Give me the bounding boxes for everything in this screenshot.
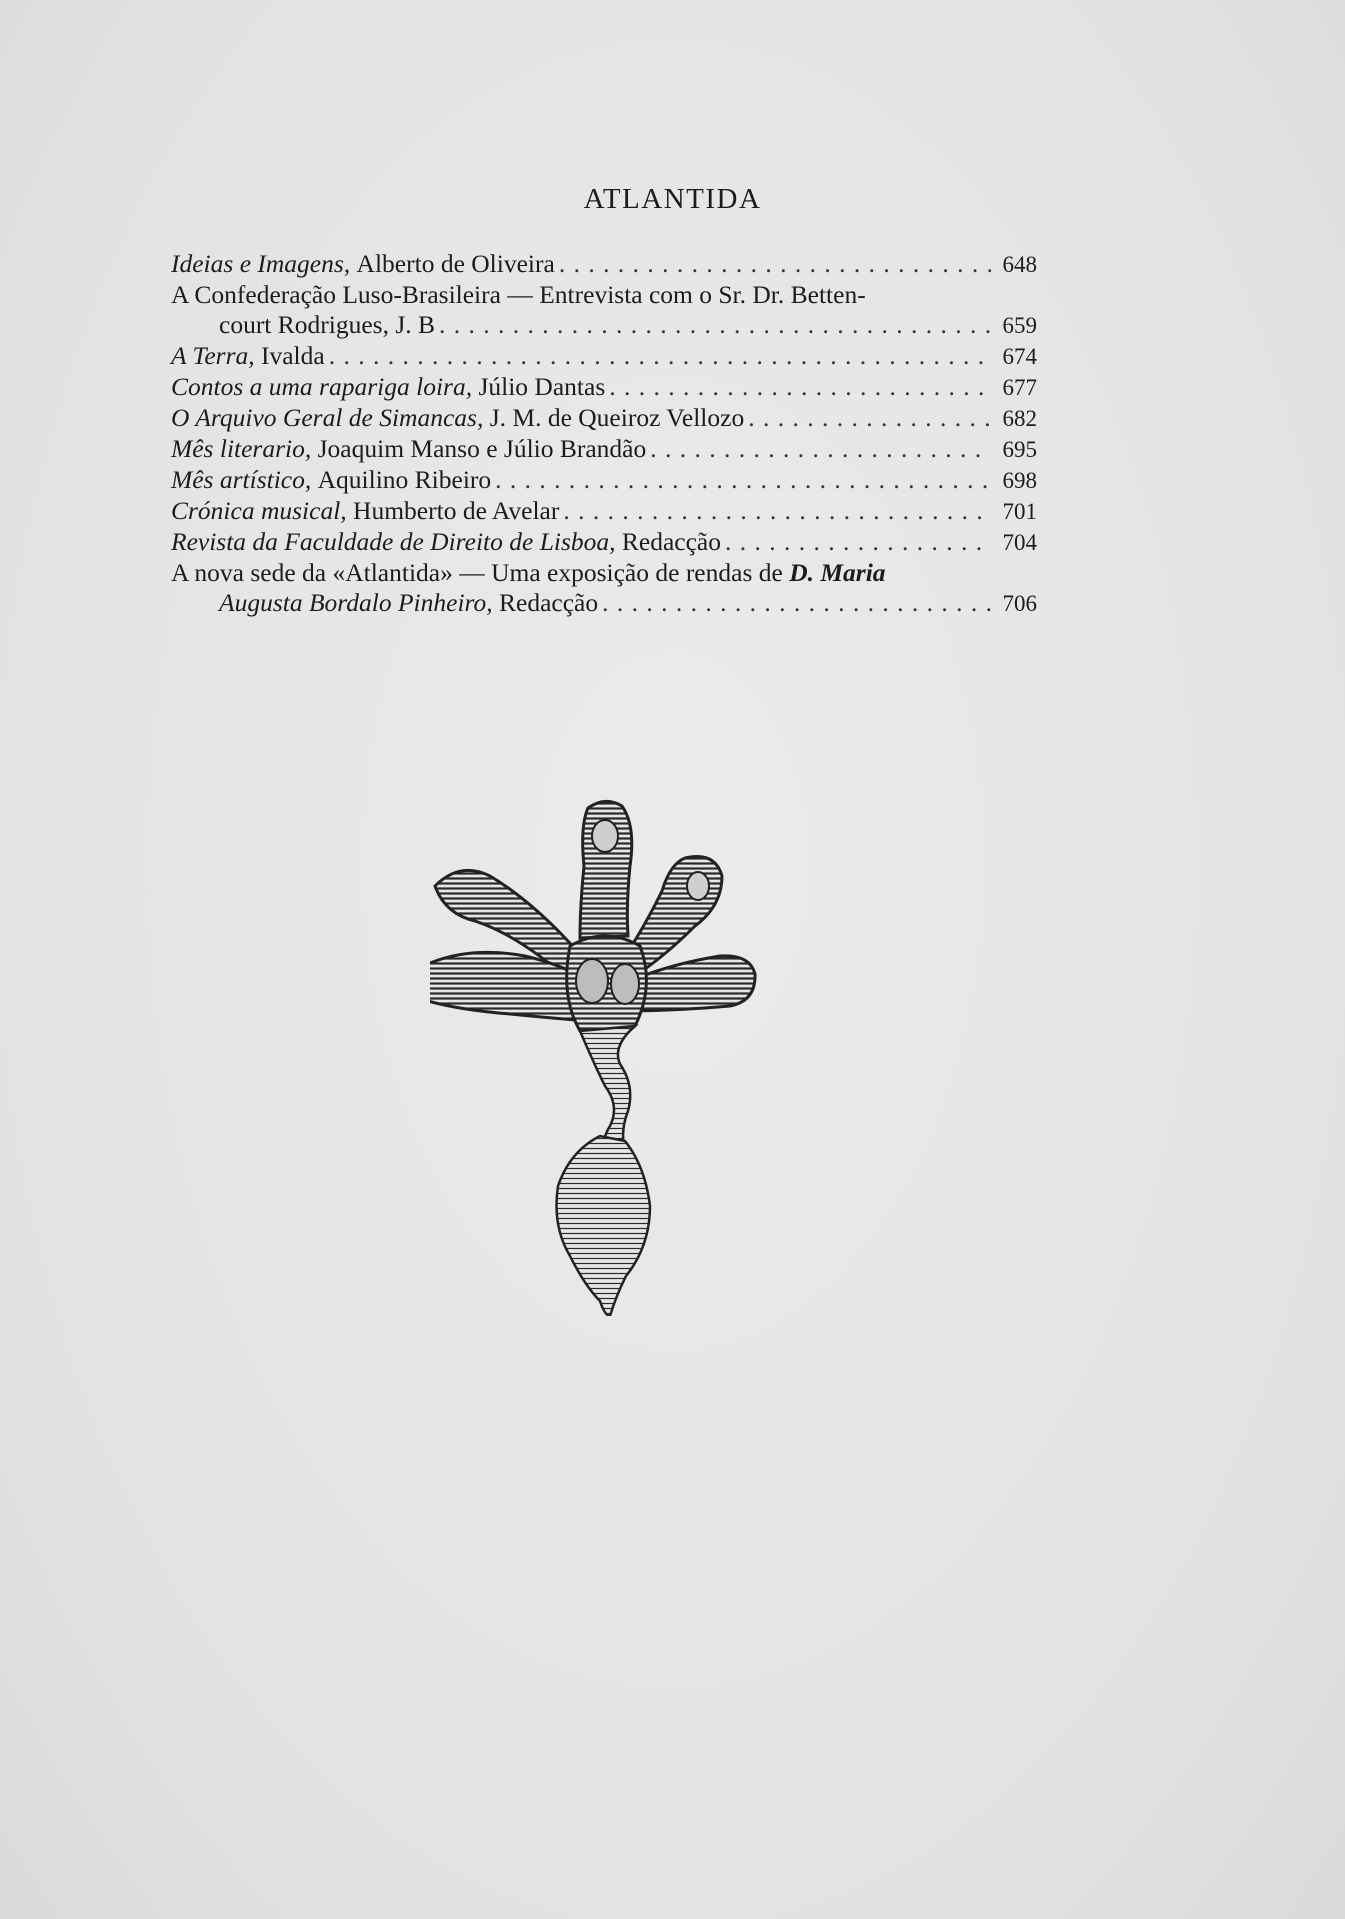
leader-dots: [609, 372, 991, 402]
leader-dots: [602, 588, 991, 618]
toc-entry: [171, 496, 1037, 527]
toc-author: Ivalda: [261, 341, 325, 370]
toc-page-number: 682: [1002, 406, 1037, 431]
toc-entry: [171, 403, 1037, 434]
running-header: ATLANTIDA: [583, 183, 762, 215]
toc-author: Júlio Dantas: [478, 372, 606, 401]
leader-dots: [495, 465, 991, 495]
toc-author: Redacção: [621, 527, 722, 556]
toc-author-line1: — Entrevista com o Sr. Dr. Betten-: [507, 280, 866, 309]
toc-entry: [171, 527, 1037, 558]
toc-entry: [171, 341, 1037, 372]
toc-author: Redacção: [499, 588, 599, 617]
toc-page-number: 677: [1002, 375, 1037, 400]
toc-title: Crónica musical,: [171, 496, 347, 525]
leader-dots: [439, 310, 991, 340]
leader-dots: [559, 249, 991, 279]
leader-dots: [748, 403, 991, 433]
toc-entry-line: [171, 558, 1037, 588]
toc-title: Ideias e Imagens,: [171, 249, 351, 278]
toc-entry: [171, 465, 1037, 496]
toc-title-line1: A nova sede da «Atlantida» — Uma exposição de rendas de: [171, 558, 783, 587]
toc-author: Humberto de Avelar: [353, 496, 560, 525]
leader-dots: [725, 527, 991, 557]
orchid-ornament-icon: [430, 796, 790, 1316]
toc-entry: [171, 434, 1037, 465]
toc-author-line2: court Rodrigues, J. B: [219, 310, 436, 339]
toc-entry: [171, 249, 1037, 280]
toc-page-number: 706: [1002, 591, 1037, 616]
leader-dots: [650, 434, 991, 464]
toc-page-number: 698: [1002, 468, 1037, 493]
toc-title: Contos a uma rapariga loira,: [171, 372, 473, 401]
toc-entry: [171, 310, 1037, 341]
toc-title: Revista da Faculdade de Direito de Lisboa,: [171, 527, 616, 556]
toc-title: A Confederação Luso-Brasileira: [171, 280, 501, 309]
lip-petal: [557, 1136, 651, 1316]
toc-title: A Terra,: [171, 341, 255, 370]
toc-title: O Arquivo Geral de Simancas,: [171, 403, 484, 432]
toc-page-number: 695: [1002, 437, 1037, 462]
toc-page-number: 659: [1002, 313, 1037, 338]
toc-title-line2: Augusta Bordalo Pinheiro,: [219, 588, 493, 617]
toc-author: Aquilino Ribeiro: [317, 465, 492, 494]
toc-entry-line: [171, 280, 1037, 310]
table-of-contents: [171, 249, 1037, 619]
leader-dots: [563, 496, 991, 526]
toc-entry: [171, 372, 1037, 403]
toc-author: Joaquim Manso e Júlio Brandão: [317, 434, 647, 463]
toc-title: Mês literario,: [171, 434, 312, 463]
toc-page-number: 674: [1002, 344, 1037, 369]
toc-title-line1-bold: D. Maria: [789, 558, 886, 587]
toc-author: J. M. de Queiroz Vellozo: [489, 403, 745, 432]
toc-page-number: 704: [1002, 530, 1037, 555]
toc-author: Alberto de Oliveira: [356, 249, 555, 278]
toc-entry: [171, 588, 1037, 619]
toc-title: Mês artístico,: [171, 465, 312, 494]
leader-dots: [329, 341, 991, 371]
toc-page-number: 648: [1002, 252, 1037, 277]
toc-page-number: 701: [1002, 499, 1037, 524]
